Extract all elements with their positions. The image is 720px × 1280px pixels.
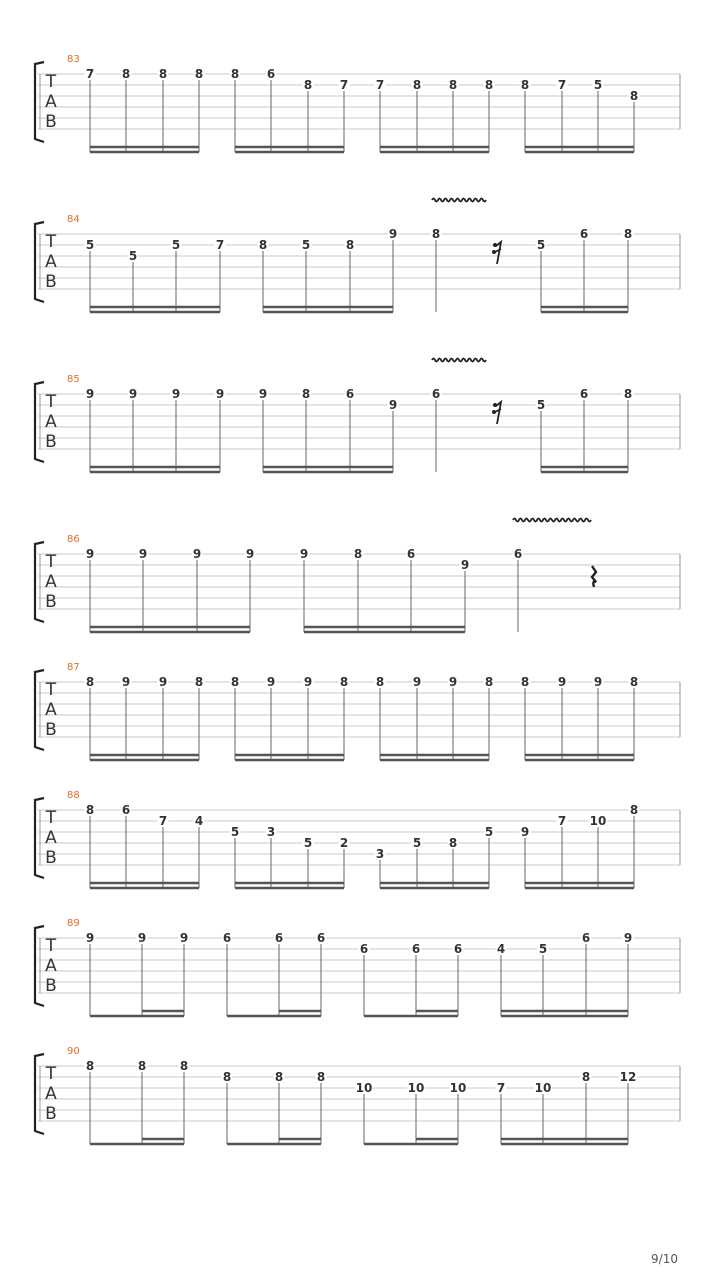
fret-number: 8: [484, 675, 494, 689]
fret-number: 6: [513, 547, 523, 561]
fret-number: 9: [412, 675, 422, 689]
tab-clef-letter: B: [45, 432, 57, 452]
fret-number: 8: [121, 67, 131, 81]
fret-number: 8: [629, 89, 639, 103]
fret-number: 6: [411, 942, 421, 956]
tab-clef-letter: B: [45, 592, 57, 612]
tab-system: [35, 1046, 680, 1144]
fret-number: 8: [484, 78, 494, 92]
tab-system: [35, 662, 680, 760]
fret-number: 3: [266, 825, 276, 839]
fret-number: 9: [388, 227, 398, 241]
fret-number: 7: [375, 78, 385, 92]
fret-number: 8: [222, 1070, 232, 1084]
fret-number: 9: [179, 931, 189, 945]
fret-number: 6: [274, 931, 284, 945]
fret-number: 5: [303, 836, 313, 850]
fret-number: 8: [448, 78, 458, 92]
measure-number: 83: [67, 54, 80, 65]
fret-number: 9: [121, 675, 131, 689]
fret-number: 5: [484, 825, 494, 839]
tab-clef-letter: A: [45, 956, 57, 976]
fret-number: 7: [557, 78, 567, 92]
fret-number: 9: [448, 675, 458, 689]
tab-clef-letter: A: [45, 252, 57, 272]
tab-system: [35, 54, 680, 152]
fret-number: 8: [194, 67, 204, 81]
fret-number: 9: [171, 387, 181, 401]
rest-dot: [493, 403, 497, 407]
fret-number: 6: [579, 227, 589, 241]
measure-number: 87: [67, 662, 80, 673]
fret-number: 8: [230, 67, 240, 81]
fret-number: 9: [593, 675, 603, 689]
tab-system: [35, 359, 680, 473]
fret-number: 8: [448, 836, 458, 850]
fret-number: 5: [171, 238, 181, 252]
fret-number: 2: [339, 836, 349, 850]
fret-number: 6: [345, 387, 355, 401]
tab-clef-letter: A: [45, 412, 57, 432]
tab-clef-letter: B: [45, 272, 57, 292]
fret-number: 9: [128, 387, 138, 401]
measure-number: 90: [67, 1046, 80, 1057]
fret-number: 6: [266, 67, 276, 81]
tab-clef-letter: A: [45, 828, 57, 848]
tab-clef-letter: B: [45, 112, 57, 132]
fret-number: 8: [412, 78, 422, 92]
tab-clef-letter: A: [45, 92, 57, 112]
fret-number: 9: [258, 387, 268, 401]
fret-number: 8: [629, 803, 639, 817]
fret-number: 8: [179, 1059, 189, 1073]
fret-number: 9: [520, 825, 530, 839]
fret-number: 8: [520, 78, 530, 92]
fret-number: 9: [557, 675, 567, 689]
page-number: 9/10: [651, 1252, 678, 1266]
fret-number: 10: [355, 1081, 373, 1095]
tab-clef-letter: T: [45, 936, 57, 956]
fret-number: 7: [557, 814, 567, 828]
tab-clef-letter: T: [45, 392, 57, 412]
fret-number: 8: [194, 675, 204, 689]
rest-dot: [492, 250, 496, 254]
fret-number: 12: [619, 1070, 637, 1084]
fret-number: 9: [138, 547, 148, 561]
tab-clef-letter: A: [45, 572, 57, 592]
tab-clef-letter: B: [45, 720, 57, 740]
fret-number: 5: [536, 398, 546, 412]
fret-number: 8: [339, 675, 349, 689]
fret-number: 9: [158, 675, 168, 689]
fret-number: 9: [388, 398, 398, 412]
fret-number: 6: [121, 803, 131, 817]
fret-number: 8: [623, 387, 633, 401]
fret-number: 8: [158, 67, 168, 81]
fret-number: 6: [222, 931, 232, 945]
fret-number: 4: [194, 814, 204, 828]
rest-dot: [492, 410, 496, 414]
fret-number: 5: [85, 238, 95, 252]
measure-number: 84: [67, 214, 80, 225]
fret-number: 9: [460, 558, 470, 572]
tab-clef-letter: A: [45, 700, 57, 720]
tab-system: [35, 199, 680, 313]
fret-number: 9: [192, 547, 202, 561]
tab-clef-letter: T: [45, 808, 57, 828]
tab-clef-letter: B: [45, 976, 57, 996]
tab-clef-letter: T: [45, 232, 57, 252]
fret-number: 10: [589, 814, 607, 828]
fret-number: 9: [85, 547, 95, 561]
fret-number: 8: [303, 78, 313, 92]
fret-number: 9: [303, 675, 313, 689]
vibrato-marking: [513, 519, 591, 522]
vibrato-marking: [432, 359, 486, 362]
fret-number: 6: [431, 387, 441, 401]
measure-number: 88: [67, 790, 80, 801]
fret-number: 10: [449, 1081, 467, 1095]
fret-number: 8: [629, 675, 639, 689]
fret-number: 5: [536, 238, 546, 252]
rest-dot: [493, 243, 497, 247]
tab-clef-letter: B: [45, 1104, 57, 1124]
fret-number: 8: [274, 1070, 284, 1084]
fret-number: 5: [128, 249, 138, 263]
fret-number: 6: [316, 931, 326, 945]
fret-number: 8: [375, 675, 385, 689]
fret-number: 5: [412, 836, 422, 850]
fret-number: 7: [215, 238, 225, 252]
fret-number: 8: [230, 675, 240, 689]
fret-number: 6: [453, 942, 463, 956]
measure-number: 89: [67, 918, 80, 929]
fret-number: 9: [85, 931, 95, 945]
fret-number: 8: [520, 675, 530, 689]
tab-clef-letter: T: [45, 1064, 57, 1084]
fret-number: 6: [581, 931, 591, 945]
fret-number: 5: [230, 825, 240, 839]
fret-number: 9: [623, 931, 633, 945]
fret-number: 7: [496, 1081, 506, 1095]
tab-clef-letter: T: [45, 72, 57, 92]
fret-number: 8: [85, 1059, 95, 1073]
fret-number: 8: [301, 387, 311, 401]
fret-number: 10: [407, 1081, 425, 1095]
fret-number: 10: [534, 1081, 552, 1095]
fret-number: 5: [538, 942, 548, 956]
tab-clef-letter: A: [45, 1084, 57, 1104]
fret-number: 8: [258, 238, 268, 252]
tab-clef-letter: B: [45, 848, 57, 868]
vibrato-marking: [432, 199, 486, 202]
tab-clef-letter: T: [45, 552, 57, 572]
tab-clef-letter: T: [45, 680, 57, 700]
measure-number: 85: [67, 374, 80, 385]
fret-number: 7: [158, 814, 168, 828]
fret-number: 6: [579, 387, 589, 401]
tab-system: [35, 918, 680, 1016]
fret-number: 9: [215, 387, 225, 401]
fret-number: 5: [593, 78, 603, 92]
tab-system: [35, 790, 680, 888]
fret-number: 6: [359, 942, 369, 956]
fret-number: 3: [375, 847, 385, 861]
fret-number: 8: [85, 803, 95, 817]
fret-number: 8: [345, 238, 355, 252]
fret-number: 8: [137, 1059, 147, 1073]
fret-number: 4: [496, 942, 506, 956]
fret-number: 7: [85, 67, 95, 81]
measure-number: 86: [67, 534, 80, 545]
fret-number: 8: [623, 227, 633, 241]
fret-number: 9: [299, 547, 309, 561]
tab-system: [35, 519, 680, 633]
fret-number: 8: [353, 547, 363, 561]
fret-number: 5: [301, 238, 311, 252]
fret-number: 7: [339, 78, 349, 92]
fret-number: 6: [406, 547, 416, 561]
fret-number: 9: [245, 547, 255, 561]
fret-number: 8: [431, 227, 441, 241]
fret-number: 8: [581, 1070, 591, 1084]
fret-number: 8: [316, 1070, 326, 1084]
fret-number: 9: [85, 387, 95, 401]
fret-number: 9: [137, 931, 147, 945]
fret-number: 8: [85, 675, 95, 689]
fret-number: 9: [266, 675, 276, 689]
